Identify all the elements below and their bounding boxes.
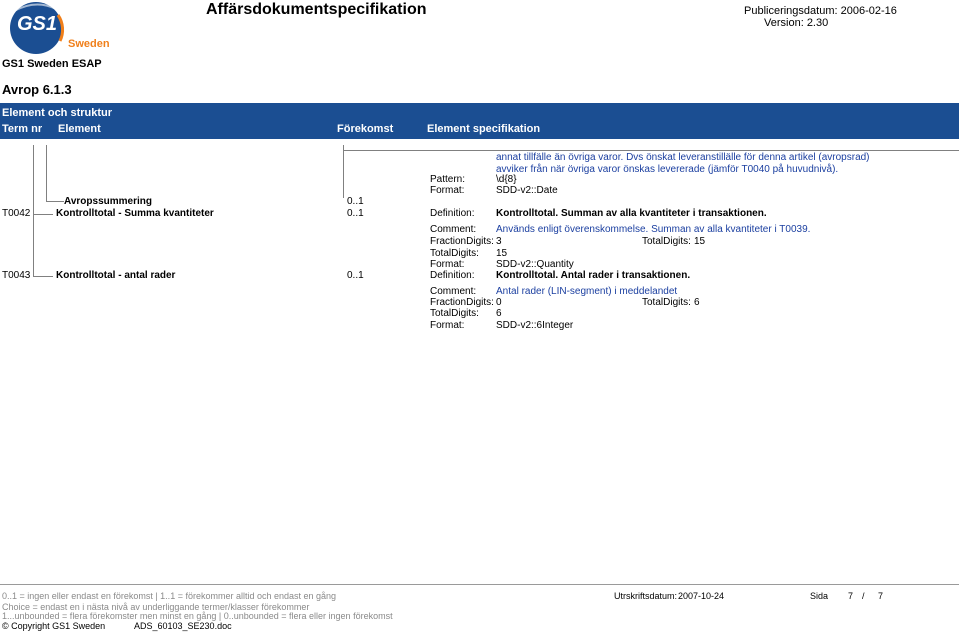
footer-legend: 1...unbounded = flera förekomster men minst en gång | 0..unbounded = flera eller ingen förekomst	[2, 611, 393, 621]
footer-legend: 0..1 = ingen eller endast en förekomst | 1..1 = förekommer alltid och endast en gång	[2, 591, 337, 601]
total-digits-value: 15	[496, 248, 508, 259]
fraction-digits-label: FractionDigits:	[430, 297, 494, 308]
total-digits-label: TotalDigits:	[430, 308, 479, 319]
pattern-value: \d{8}	[496, 174, 517, 185]
total-digits-inline-label: TotalDigits:	[642, 236, 691, 247]
table-header-band	[0, 103, 959, 139]
format-label: Format:	[430, 320, 465, 331]
definition-label: Definition:	[430, 270, 475, 281]
format-value: SDD-v2::6Integer	[496, 320, 574, 331]
comment-label: Comment:	[430, 224, 477, 235]
fraction-digits-value: 3	[496, 236, 502, 247]
total-digits-value: 6	[496, 308, 502, 319]
definition-value: Kontrolltotal. Summan av alla kvantiteter i transaktionen.	[496, 208, 767, 219]
footer-copyright: © Copyright GS1 Sweden	[2, 621, 106, 631]
total-digits-label: TotalDigits:	[430, 248, 479, 259]
total-digits-inline-value: 6	[694, 297, 700, 308]
publication-date: Publiceringsdatum: 2006-02-16	[744, 5, 897, 17]
tree-line	[46, 145, 47, 202]
format-label: Format:	[430, 185, 465, 196]
element-occurrence: 0..1	[347, 208, 364, 219]
page-label: Sida	[810, 591, 829, 601]
footer-legend: Choice = endast en i nästa nivå av underliggande termer/klasser förekommer	[2, 602, 310, 612]
tree-line	[33, 214, 53, 215]
footer-filename: ADS_60103_SE230.doc	[134, 621, 232, 631]
comment-value: Antal rader (LIN-segment) i meddelandet	[496, 286, 678, 297]
tree-line	[33, 276, 53, 277]
definition-label: Definition:	[430, 208, 475, 219]
logo-country: Sweden	[68, 38, 110, 50]
gs1-logo	[6, 1, 110, 55]
organization-name: GS1 Sweden ESAP	[2, 58, 102, 70]
element-name: Kontrolltotal - Summa kvantiteter	[56, 208, 214, 219]
print-date-value: 2007-10-24	[678, 591, 725, 601]
tree-line	[343, 150, 959, 151]
column-spec: Element specifikation	[427, 123, 541, 135]
comment-label: Comment:	[430, 286, 477, 297]
element-name: Avropssummering	[64, 196, 152, 207]
document-title: Affärsdokumentspecifikation	[206, 1, 427, 18]
band-title: Element och struktur	[2, 107, 113, 119]
version: Version: 2.30	[764, 17, 829, 29]
element-occurrence: 0..1	[347, 196, 364, 207]
element-name: Kontrolltotal - antal rader	[56, 270, 176, 281]
format-value: SDD-v2::Date	[496, 185, 558, 196]
fraction-digits-label: FractionDigits:	[430, 236, 494, 247]
page-total: 7	[878, 591, 884, 601]
column-element: Element	[58, 123, 101, 135]
total-digits-inline-label: TotalDigits:	[642, 297, 691, 308]
format-value: SDD-v2::Quantity	[496, 259, 574, 270]
continued-text: avviker från när övriga varor önskas levererade (jämför T0040 på huvudnivå).	[496, 164, 839, 175]
column-forekomst: Förekomst	[337, 123, 394, 135]
total-digits-inline-value: 15	[694, 236, 706, 247]
definition-value: Kontrolltotal. Antal rader i transaktionen.	[496, 270, 691, 281]
element-occurrence: 0..1	[347, 270, 364, 281]
footer-divider	[0, 584, 959, 585]
page-current: 7	[848, 591, 854, 601]
fraction-digits-value: 0	[496, 297, 502, 308]
tree-line	[33, 145, 34, 277]
tree-line	[46, 201, 64, 202]
term-number: T0043	[2, 270, 31, 281]
comment-value: Används enligt överenskommelse. Summan av alla kvantiteter i T0039.	[496, 224, 811, 235]
section-title: Avrop 6.1.3	[2, 82, 72, 97]
column-term: Term nr	[2, 123, 43, 135]
logo-text: GS1	[17, 13, 58, 35]
page-separator: /	[862, 591, 865, 601]
term-number: T0042	[2, 208, 31, 219]
format-label: Format:	[430, 259, 465, 270]
pattern-label: Pattern:	[430, 174, 466, 185]
tree-line	[343, 145, 344, 198]
continued-text: annat tillfälle än övriga varor. Dvs önskat leveranstillälle för denna artikel (avropsrad)	[496, 152, 870, 163]
print-date-label: Utrskriftsdatum:	[614, 591, 678, 601]
